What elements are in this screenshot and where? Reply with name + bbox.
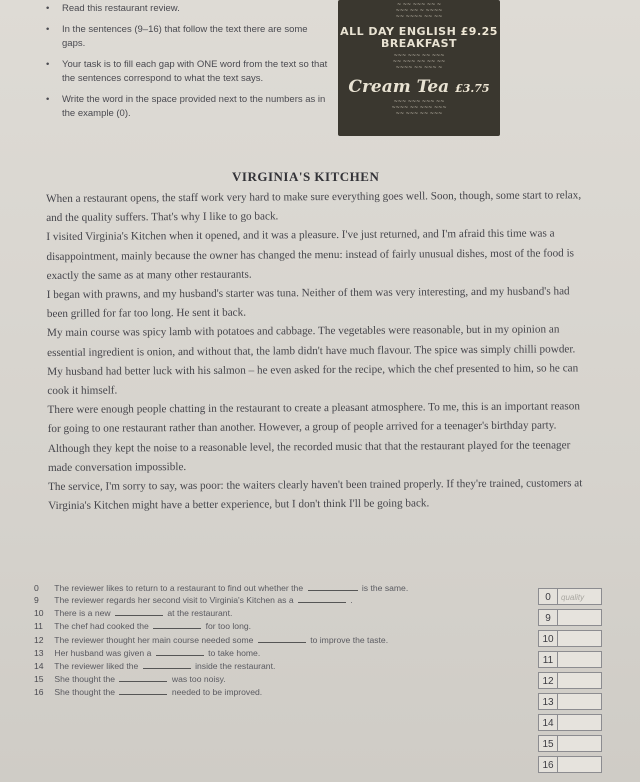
question-number: 11 (34, 621, 43, 631)
article-paragraph: There were enough people chatting in the restaurant to create a pleasant atmosphere. To me, this is an important reason for going to one restaurant rather than another. However, a group of people arrived for a teenager's birthday party. Although they kept the noise to a reasonable level, the recorded music that that the restaurant played for the teenager made conversation impossible. (47, 400, 580, 474)
answer-box-row (538, 714, 602, 731)
chalk-scribble: ~~ ~~~ ~~ ~~ ~~ (392, 59, 446, 65)
question-text: to improve the taste. (310, 635, 389, 645)
answer-field[interactable] (558, 609, 602, 626)
question-text: needed to be improved. (171, 687, 263, 697)
article-paragraph: My main course was spicy lamb with potatoes and cabbage. The vegetables were reasonable, but in my opinion an essential ingredient is onion, and without that, the lamb didn't have much flavour. The spice was simply chilli powder. My husband had better luck with his salmon – he even asked for the recipe, which the chef presented to him, so he can cook it himself. (46, 323, 579, 398)
instructions-list (42, 2, 332, 128)
question-text: The reviewer liked the (54, 661, 139, 671)
chalk-scribble: ~~ ~~~ ~~ ~~~ (395, 111, 443, 117)
question-text: The reviewer thought her main course needed some (54, 635, 254, 645)
question-text: is the same. (361, 583, 409, 593)
instruction-item: • Write the word in the space provided next to the numbers as in the example (0). (42, 93, 332, 121)
answer-blank[interactable] (115, 607, 163, 616)
question-text: at the restaurant. (167, 608, 233, 618)
answer-box-row (538, 588, 602, 605)
answer-box-row (538, 693, 602, 710)
question-row (34, 660, 275, 671)
article-paragraph: I began with prawns, and my husband's starter was tuna. Neither of them was very interesting, and my husband's had been grilled for far too long. He sent it back. (46, 285, 570, 321)
question-number: 15 (34, 674, 44, 684)
question-number: 12 (34, 635, 44, 645)
question-text: She thought the (54, 674, 116, 684)
answer-blank[interactable] (119, 686, 167, 695)
question-number: 10 (34, 608, 44, 618)
question-row (34, 620, 251, 631)
question-text: The reviewer regards her second visit to Virginia's Kitchen as a (54, 595, 294, 605)
answer-number: 10 (538, 630, 558, 647)
question-text: She thought the (54, 687, 116, 697)
chalk-scribble: ~~~~ ~~ ~~~ ~~~ (391, 105, 447, 111)
answer-field[interactable] (558, 714, 602, 731)
question-number: 16 (34, 687, 44, 697)
chalk-scribble: ~~~ ~~~ ~~~ ~~ (393, 99, 445, 105)
question-text: inside the restaurant. (195, 661, 276, 671)
answer-blank[interactable] (258, 634, 306, 643)
chalk-heading: BREAKFAST (380, 37, 458, 50)
answer-number: 13 (538, 693, 558, 710)
question-text: for too long. (205, 621, 252, 631)
instruction-item: • Read this restaurant review. (42, 2, 332, 16)
answer-field[interactable] (558, 651, 602, 668)
question-text: Her husband was given a (54, 648, 152, 658)
answer-field[interactable] (558, 735, 602, 752)
answer-box-row (538, 735, 602, 752)
answer-number: 16 (538, 756, 558, 773)
chalk-scribble: ~~~~ ~~ ~~~ ~ (395, 65, 443, 71)
chalk-scribble: ~ ~~ ~~~ ~~ ~ (396, 2, 442, 8)
article-paragraph: When a restaurant opens, the staff work very hard to make sure everything goes well. Soon, though, some start to relax, and the quality suffers. That's why I like to go back. (46, 189, 582, 225)
instruction-item: • Your task is to fill each gap with ONE word from the text so that the sentences correspond to what the text says. (42, 58, 332, 86)
answer-blank[interactable] (156, 647, 204, 656)
instruction-item: • In the sentences (9–16) that follow the text there are some gaps. (42, 23, 332, 51)
answer-blank[interactable] (298, 594, 346, 603)
answer-number: 11 (538, 651, 558, 668)
question-row (34, 594, 353, 605)
chalkboard-menu-photo (338, 0, 500, 136)
answer-blank (308, 582, 358, 591)
chalk-heading: ALL DAY ENGLISH £9.25 (340, 25, 498, 38)
question-text: The chef had cooked the (54, 621, 149, 631)
question-row (34, 607, 232, 618)
chalk-scribble: ~~~ ~~~ ~~ ~~~ (393, 53, 445, 59)
answer-number: 0 (538, 588, 558, 605)
answer-box-row (538, 609, 602, 626)
answer-box-row (538, 756, 602, 773)
question-row (34, 686, 262, 697)
question-row (34, 673, 226, 684)
article-title: VIRGINIA'S KITCHEN (232, 169, 380, 184)
question-text: was too noisy. (171, 674, 226, 684)
question-row (34, 582, 408, 593)
answer-box-row (538, 672, 602, 689)
answer-field[interactable] (558, 630, 602, 647)
question-number: 0 (34, 583, 39, 593)
answer-field[interactable] (558, 693, 602, 710)
article-paragraph: The service, I'm sorry to say, was poor: the waiters clearly haven't been trained properly. If they're trained, customers at Virginia's Kitchen might have a better experience, but I don't think I'll be going back. (48, 477, 583, 513)
article-paragraph: I visited Virginia's Kitchen when it opened, and it was a pleasure. I've just returned, and I'm afraid this time was a disappointment, mainly because the owner has changed the menu: instead of fairly unusual dishes, most of the food is exactly the same as at many other restaurants. (46, 227, 575, 282)
answer-number: 14 (538, 714, 558, 731)
question-row (34, 634, 388, 645)
answer-field-example: quality (558, 588, 602, 605)
answer-field[interactable] (558, 672, 602, 689)
answer-number: 9 (538, 609, 558, 626)
answer-blank[interactable] (153, 620, 201, 629)
answer-number: 12 (538, 672, 558, 689)
question-text: . (350, 595, 353, 605)
question-number: 9 (34, 595, 39, 605)
answer-field[interactable] (558, 756, 602, 773)
question-row (34, 647, 260, 658)
answer-box-row (538, 630, 602, 647)
answer-blank[interactable] (143, 660, 191, 669)
question-number: 13 (34, 648, 44, 658)
chalk-heading: Cream Tea £3.75 (348, 77, 490, 97)
answer-blank[interactable] (119, 673, 167, 682)
question-number: 14 (34, 661, 44, 671)
chalk-scribble: ~~~ ~~ ~ ~~~~ (395, 8, 443, 14)
question-text: There is a new (54, 608, 111, 618)
answer-box-row (538, 651, 602, 668)
chalk-scribble: ~~ ~~~~ ~~ ~~ (395, 14, 443, 20)
question-text: The reviewer likes to return to a restaurant to find out whether the (54, 583, 304, 593)
article-body (46, 186, 594, 516)
question-text: to take home. (208, 648, 261, 658)
answer-number: 15 (538, 735, 558, 752)
